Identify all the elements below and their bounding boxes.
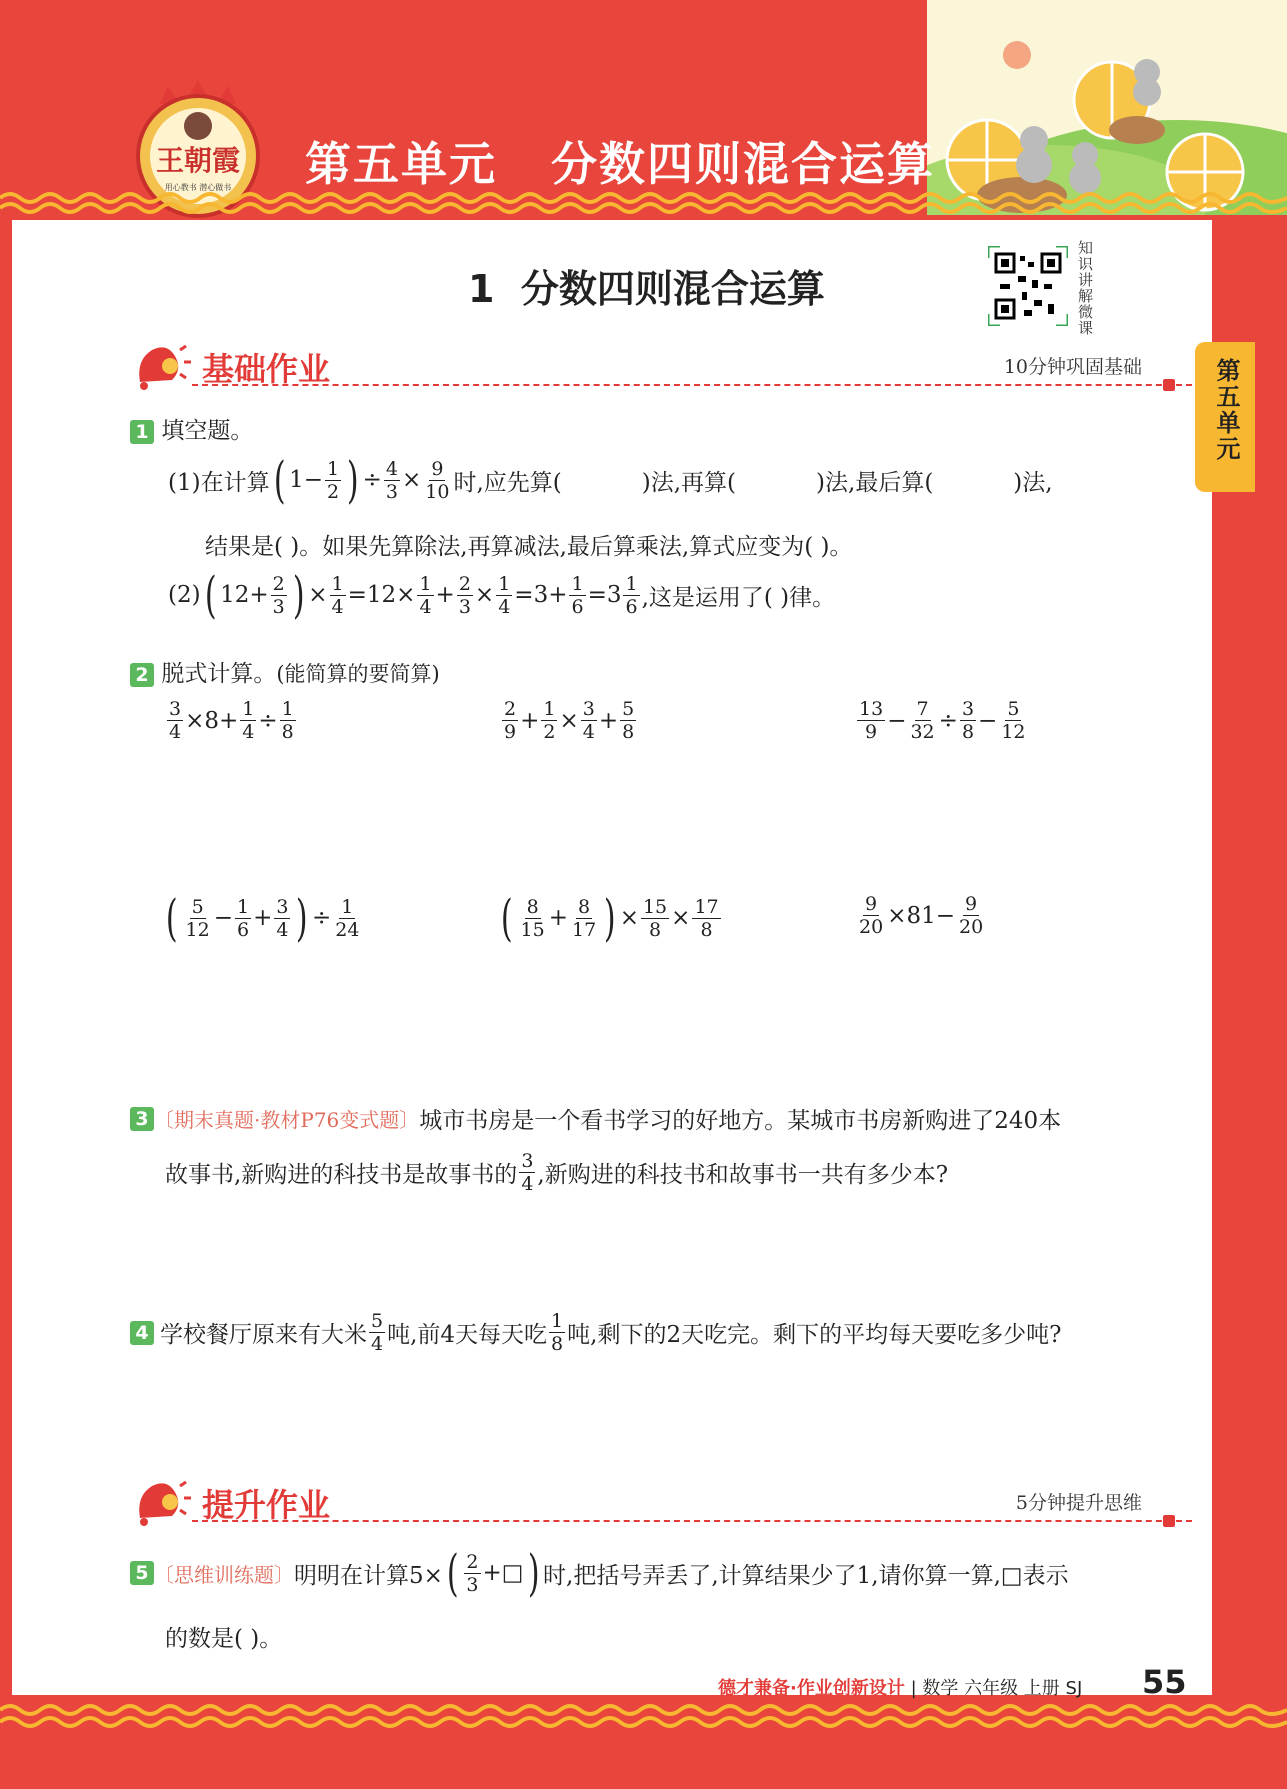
question-5: 5 〔思维训练题〕 明明在计算5× ( $\frac{2}{3}$ +□ ) 时,把括号弄丢了,计算结果少了1,请你算一算,□表示 [130, 1548, 1069, 1598]
question-number: 5 [130, 1561, 154, 1585]
section-divider [192, 384, 1192, 388]
question-text: ,新购进的科技书和故事书一共有多少本? [537, 1162, 949, 1188]
question-text: 吨,剩下的2天吃完。剩下的平均每天要吃多少吨? [567, 1322, 1062, 1348]
question-2-header [130, 655, 440, 688]
q1-text: 时,应先算( [453, 469, 562, 496]
q1-part1-line1: (1)在计算 ( 1− $\frac{1}{2}$ ) ÷ $\frac{4}{3}$ × $\frac{9}{10}$ 时,应先算( )法,再算( )法,最后算( )法, [168, 451, 1053, 509]
question-3 [130, 1102, 1061, 1135]
footer-book-info: | 数学 六年级 上册 SJ [910, 1678, 1083, 1699]
unit-title: 第五单元 分数四则混合运算 [305, 137, 936, 191]
question-text: 时,把括号弄丢了,计算结果少了1,请你算一算,□表示 [543, 1562, 1069, 1589]
q1-part2: (2) ( 12+ $\frac{2}{3}$ ) × $\frac{1}{4}$ =12× $\frac{1}{4}$ + $\frac{2}{3}$ × $\frac{1}{4}$ =3+ $\frac{1}{6}$ =3 $\frac{1}{6}$ ,这是运用了( )律。 [168, 566, 836, 624]
calc-expression-4: ( $\frac{5}{12}$ − $\frac{1}{6}$ + $\frac{3}{4}$ ) ÷ $\frac{1}{24}$ [165, 889, 360, 947]
section-divider [192, 1520, 1192, 1524]
question-title: 填空题。 [161, 418, 254, 444]
question-text: 故事书,新购进的科技书是故事书的 [165, 1162, 518, 1188]
q1-part1-line2: 结果是( )。如果先算除法,再算减法,最后算乘法,算式应变为( )。 [205, 534, 853, 560]
section-title: 提升作业 [202, 1486, 331, 1524]
question-1-header [130, 412, 253, 445]
bell-icon [130, 1476, 192, 1528]
qr-label: 知识讲解微课 [1076, 240, 1094, 336]
q1-text: )法,再算( [641, 469, 737, 496]
q1-text: )法,最后算( [816, 469, 934, 496]
calc-expression-2: $\frac{2}{9}$ + $\frac{1}{2}$ × $\frac{3}{4}$ + $\frac{5}{8}$ [504, 698, 635, 743]
question-3-line2: 故事书,新购进的科技书是故事书的 $\frac{3}{4}$ ,新购进的科技书和故事书一共有多少本? [165, 1150, 949, 1195]
section-time-note: 10分钟巩固基础 [1003, 356, 1142, 378]
calc-expression-3: $\frac{13}{9}$ − $\frac{7}{32}$ ÷ $\frac{3}{8}$ − $\frac{5}{12}$ [859, 698, 1026, 743]
question-4: 4 学校餐厅原来有大米 $\frac{5}{4}$ 吨,前4天每天吃 $\frac{1}{8}$ 吨,剩下的2天吃完。剩下的平均每天要吃多少吨? [130, 1310, 1061, 1355]
question-5-line2: 的数是( )。 [165, 1626, 283, 1652]
section-time-note: 5分钟提升思维 [1015, 1492, 1142, 1514]
question-number: 1 [130, 420, 154, 444]
page-number: 55 [1142, 1663, 1187, 1701]
question-text: 吨,前4天每天吃 [387, 1322, 548, 1348]
divider-end-mark [1163, 379, 1175, 391]
section-title: 基础作业 [202, 350, 331, 388]
question-number: 3 [130, 1107, 154, 1131]
question-text: 明明在计算5× [294, 1562, 443, 1589]
section-advanced-header [130, 1476, 1170, 1528]
calc-expression-5: ( $\frac{8}{15}$ + $\frac{8}{17}$ ) × $\frac{15}{8}$ × $\frac{17}{8}$ [500, 889, 719, 947]
wave-border-top [0, 190, 1287, 216]
question-hint: (能简算的要简算) [276, 662, 440, 686]
question-number: 2 [130, 663, 154, 687]
footer-brand: 德才兼备·作业创新设计 [718, 1678, 905, 1699]
calc-expression-1: $\frac{3}{4}$ ×8+ $\frac{1}{4}$ ÷ $\frac{1}{8}$ [169, 698, 294, 743]
q1-text: ,这是运用了( )律。 [641, 584, 836, 611]
footer-info [718, 1674, 1082, 1700]
calc-expression-6: $\frac{9}{20}$ ×81− $\frac{9}{20}$ [859, 893, 984, 938]
question-tag: 〔期末真题·教材P76变式题〕 [154, 1108, 420, 1132]
question-number: 4 [130, 1321, 154, 1345]
svg-text:用心教书 潜心做书: 用心教书 潜心做书 [164, 183, 232, 192]
q1-text: (1)在计算 [168, 469, 270, 496]
bell-icon [130, 340, 192, 392]
lesson-title: 1 分数四则混合运算 [468, 267, 825, 311]
question-text: 城市书房是一个看书学习的好地方。某城市书房新购进了240本 [419, 1108, 1062, 1134]
divider-end-mark [1163, 1515, 1175, 1527]
svg-text:王朝霞: 王朝霞 [155, 144, 241, 177]
mouse-illustration [927, 0, 1287, 215]
question-tag: 〔思维训练题〕 [154, 1562, 294, 1587]
qr-code-icon[interactable] [988, 246, 1068, 326]
question-text: 学校餐厅原来有大米 [160, 1322, 367, 1348]
section-basic-header [130, 340, 1170, 392]
unit-side-tab: 第五单元 [1195, 342, 1255, 492]
q1-text: 1− [289, 467, 324, 493]
q1-text: )法, [1013, 469, 1053, 496]
wave-border-bottom [0, 1700, 1287, 1789]
question-title: 脱式计算。 [161, 661, 277, 687]
q1-text: (2) [168, 582, 201, 608]
